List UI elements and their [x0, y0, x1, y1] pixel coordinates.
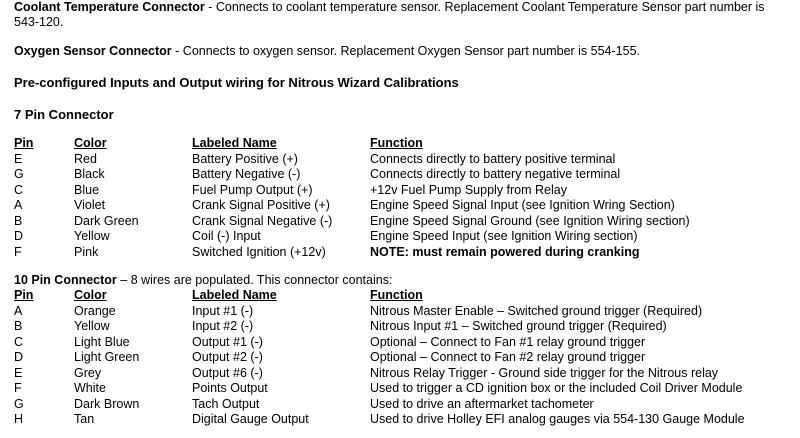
coolant-text: - Connects to coolant temperature sensor. Replacement Coolant Temperature Sensor part number is 543-120. [14, 0, 765, 29]
cell-function: Engine Speed Input (see Ignition Wiring section) [370, 229, 638, 243]
cell-function: Nitrous Input #1 – Switched ground trigger (Required) [370, 319, 667, 333]
cell-pin: D [14, 229, 24, 243]
pin7-header-name: Labeled Name [192, 136, 277, 150]
cell-pin: A [14, 198, 23, 212]
oxygen-text: - Connects to oxygen sensor. Replacement Oxygen Sensor part number is 554-155. [171, 44, 640, 58]
preconfig-heading: Pre-configured Inputs and Output wiring for Nitrous Wizard Calibrations [14, 75, 459, 90]
cell-function: Used to drive Holley EFI analog gauges via 554-130 Gauge Module [370, 412, 745, 426]
cell-color: Red [74, 151, 97, 166]
pin10-header-color: Color [74, 288, 107, 302]
pin10-heading: 10 Pin Connector [14, 273, 117, 287]
cell-pin: F [14, 381, 22, 395]
cell-name: Coil (-) Input [192, 229, 261, 243]
cell-function: Used to trigger a CD ignition box or the included Coil Driver Module [370, 381, 743, 395]
cell-function: Engine Speed Signal Input (see Ignition Wring Section) [370, 198, 675, 212]
pin10-header-function: Function [370, 288, 423, 302]
cell-pin: C [14, 182, 24, 197]
cell-color: Light Blue [74, 334, 130, 349]
cell-name: Crank Signal Negative (-) [192, 213, 333, 228]
pin7-header-function: Function [370, 136, 423, 150]
cell-pin: G [14, 167, 24, 181]
cell-function: NOTE: must remain powered during cranking [370, 244, 640, 259]
cell-pin: C [14, 334, 24, 349]
pin10-heading-line [14, 273, 392, 288]
cell-color: White [74, 381, 106, 395]
cell-color: Yellow [74, 229, 110, 243]
oxygen-paragraph [14, 44, 784, 59]
cell-name: Tach Output [192, 396, 260, 411]
cell-pin: D [14, 350, 24, 364]
cell-name: Input #1 (-) [192, 303, 254, 318]
cell-color: Blue [74, 182, 100, 197]
cell-name: Battery Negative (-) [192, 167, 301, 181]
cell-color: Pink [74, 244, 99, 259]
cell-pin: B [14, 213, 23, 228]
cell-color: Yellow [74, 319, 110, 333]
pin7-header-color: Color [74, 136, 107, 150]
cell-name: Switched Ignition (+12v) [192, 244, 326, 259]
cell-function: Nitrous Master Enable – Switched ground trigger (Required) [370, 303, 703, 318]
cell-function: Connects directly to battery negative terminal [370, 167, 621, 181]
cell-function: Optional – Connect to Fan #2 relay ground trigger [370, 350, 646, 364]
cell-function: Optional – Connect to Fan #1 relay ground trigger [370, 334, 646, 349]
coolant-paragraph [14, 0, 784, 30]
cell-pin: G [14, 396, 24, 411]
cell-function: Connects directly to battery positive terminal [370, 151, 616, 166]
cell-color: Black [74, 167, 105, 181]
cell-color: Light Green [74, 350, 140, 364]
cell-color: Tan [74, 412, 95, 426]
cell-pin: B [14, 319, 23, 333]
cell-color: Dark Green [74, 213, 139, 228]
cell-name: Crank Signal Positive (+) [192, 198, 330, 212]
cell-name: Fuel Pump Output (+) [192, 182, 313, 197]
cell-pin: E [14, 151, 23, 166]
cell-color: Grey [74, 365, 102, 380]
pin10-header-pin: Pin [14, 288, 34, 302]
pin10-subtext: – 8 wires are populated. This connector contains: [116, 273, 393, 287]
cell-pin: A [14, 303, 23, 318]
cell-pin: E [14, 365, 23, 380]
cell-pin: F [14, 244, 22, 259]
cell-color: Orange [74, 303, 116, 318]
cell-name: Digital Gauge Output [192, 412, 309, 426]
cell-name: Output #2 (-) [192, 350, 263, 364]
coolant-title: Coolant Temperature Connector [14, 0, 205, 14]
cell-pin: H [14, 412, 24, 426]
pin7-header-pin: Pin [14, 136, 34, 150]
pin10-header-name: Labeled Name [192, 288, 277, 302]
cell-function: +12v Fuel Pump Supply from Relay [370, 182, 567, 197]
cell-name: Output #1 (-) [192, 334, 263, 349]
cell-name: Output #6 (-) [192, 365, 263, 380]
pin7-heading: 7 Pin Connector [14, 107, 114, 122]
cell-name: Battery Positive (+) [192, 151, 298, 166]
cell-name: Points Output [192, 381, 268, 395]
cell-function: Engine Speed Signal Ground (see Ignition Wiring section) [370, 213, 690, 228]
cell-color: Violet [74, 198, 106, 212]
cell-function: Used to drive an aftermarket tachometer [370, 396, 594, 411]
cell-function: Nitrous Relay Trigger - Ground side trigger for the Nitrous relay [370, 365, 719, 380]
oxygen-title: Oxygen Sensor Connector [14, 44, 172, 58]
cell-name: Input #2 (-) [192, 319, 254, 333]
cell-color: Dark Brown [74, 396, 140, 411]
